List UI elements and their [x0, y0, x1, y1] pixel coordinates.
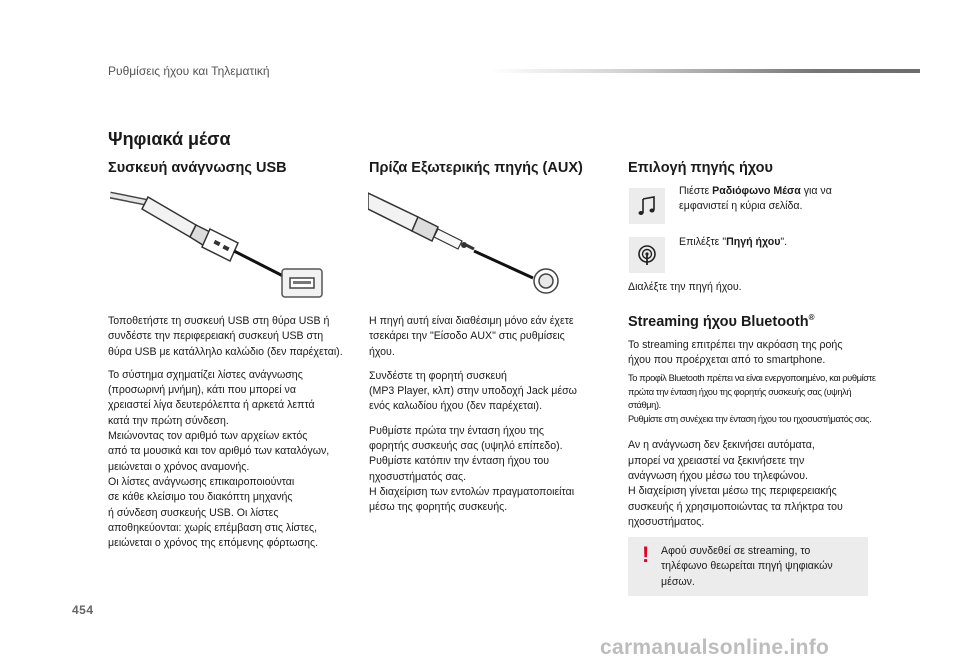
aux-paragraph-1: Η πηγή αυτή είναι διαθέσιμη μόνο εάν έχετε τσεκάρει την "Είσοδο AUX" στις ρυθμίσεις ήχου.: [369, 315, 574, 358]
step1-prefix: Πιέστε: [679, 185, 713, 197]
usb-paragraph-1: Τοποθετήστε τη συσκευή USB στη θύρα USB ή συνδέστε την περιφερειακή συσκευή USB στη θύρα USB με κατάλληλο καλώδιο (δεν παρέχεται).: [108, 315, 343, 358]
watermark: carmanualsonline.info: [600, 636, 830, 659]
usb-text: [108, 314, 353, 551]
source-step-3: Διαλέξτε την πηγή ήχου.: [628, 281, 742, 293]
source-title: Επιλογή πηγής ήχου: [628, 160, 773, 176]
step2-prefix: Επιλέξτε ": [679, 236, 727, 248]
aux-title: Πρίζα Εξωτερικής πηγής (AUX): [369, 160, 583, 176]
bluetooth-paragraph-1: To streaming επιτρέπει την ακρόαση της ροής ήχου που προέρχεται από το smartphone.: [628, 338, 843, 367]
source-step-2: [679, 235, 869, 250]
page-number: 454: [72, 603, 94, 617]
bluetooth-title: Streaming ήχου Bluetooth®: [628, 313, 815, 330]
jack-plug-icon: [368, 193, 533, 278]
page-title: Ψηφιακά μέσα: [108, 129, 231, 149]
usb-cable-icon: [110, 195, 285, 277]
bluetooth-paragraph-2: Το προφίλ Bluetooth πρέπει να είναι ενεργοποιημένο, και ρυθμίστε πρώτα την ένταση ήχου της φορητής συσκευής σας (υψηλή στάθμη). Ρυθμίστε στη συνέχεια την ένταση ήχου του ηχοσυστήματός σας.: [628, 373, 876, 424]
step2-suffix: ".: [780, 236, 788, 248]
usb-section: [108, 160, 353, 176]
aux-section: [369, 160, 609, 176]
header-gradient-bar: [490, 69, 920, 73]
aux-text: [369, 314, 609, 516]
source-button[interactable]: [629, 237, 665, 273]
media-button[interactable]: [629, 188, 665, 224]
usb-plug-illustration: [110, 185, 325, 300]
usb-title: Συσκευή ανάγνωσης USB: [108, 160, 287, 176]
step1-suffix: για να: [800, 185, 832, 197]
bluetooth-paragraph-3: Αν η ανάγνωση δεν ξεκινήσει αυτόματα, μπορεί να χρειαστεί να ξεκινήσετε την ανάγνωση ήχου μέσω του τηλεφώνου. Η διαχείριση γίνεται μέσω της περιφερειακής συσκευής ή χρησιμοποιώντας τα πλήκτρα του ηχοσυστήματος.: [628, 439, 843, 528]
exclamation-icon: !: [642, 542, 650, 567]
warning-note: [628, 537, 868, 596]
step1-line2: εμφανιστεί η κύρια σελίδα.: [679, 200, 803, 213]
jack-socket-icon: [534, 269, 558, 293]
source-section: [628, 160, 878, 176]
music-note-icon: [636, 195, 658, 217]
aux-paragraph-3: Ρυθμίστε πρώτα την ένταση ήχου της φορητής συσκευής σας (υψηλό επίπεδο). Ρυθμίστε κατόπιν την ένταση ήχου του ηχοσυστήματός σας. Η διαχείριση των εντολών πραγματοποιείται μέσω της φορητής συσκευής.: [369, 424, 575, 514]
radio-media-label: Ραδιόφωνο Μέσα: [712, 185, 801, 197]
aux-paragraph-2: Συνδέστε τη φορητή συσκευή (MP3 Player, κλπ) στην υποδοχή Jack μέσω ενός καλωδίου ήχου (δεν παρέχεται).: [369, 369, 577, 413]
usb-paragraph-2: Το σύστημα σχηματίζει λίστες ανάγνωσης (προσωρινή μνήμη), κάτι που μπορεί να χρειαστεί λίγα δευτερόλεπτα ή αρκετά λεπτά κατά την πρώτη σύνδεση. Μειώνοντας τον αριθμό των αρχείων εκτός από τα μουσικά και τον αριθμό των καταλόγων, μειώνεται ο χρόνος αναμονής. Οι λίστες ανάγνωσης επικαιροποιούνται σε κάθε κλείσιμο του διακόπτη μηχανής ή σύνδεση συσκευής USB. Οι λίστες αποθηκεύονται: χωρίς επέμβαση στις λίστες, μειώνεται ο χρόνος της επόμενης φόρτωσης.: [108, 368, 330, 550]
note-text: Αφού συνδεθεί σε streaming, το τηλέφωνο θεωρείται πηγή ψηφιακών μέσων.: [661, 545, 833, 588]
source-step-1: [679, 184, 869, 215]
usb-port-icon: [282, 269, 322, 297]
audio-source-label: Πηγή ήχου: [726, 236, 781, 248]
section-header: Ρυθμίσεις ήχου και Τηλεματική: [108, 64, 270, 78]
source-icon: [635, 243, 659, 267]
bluetooth-section: [628, 313, 878, 530]
jack-plug-illustration: [368, 185, 568, 300]
